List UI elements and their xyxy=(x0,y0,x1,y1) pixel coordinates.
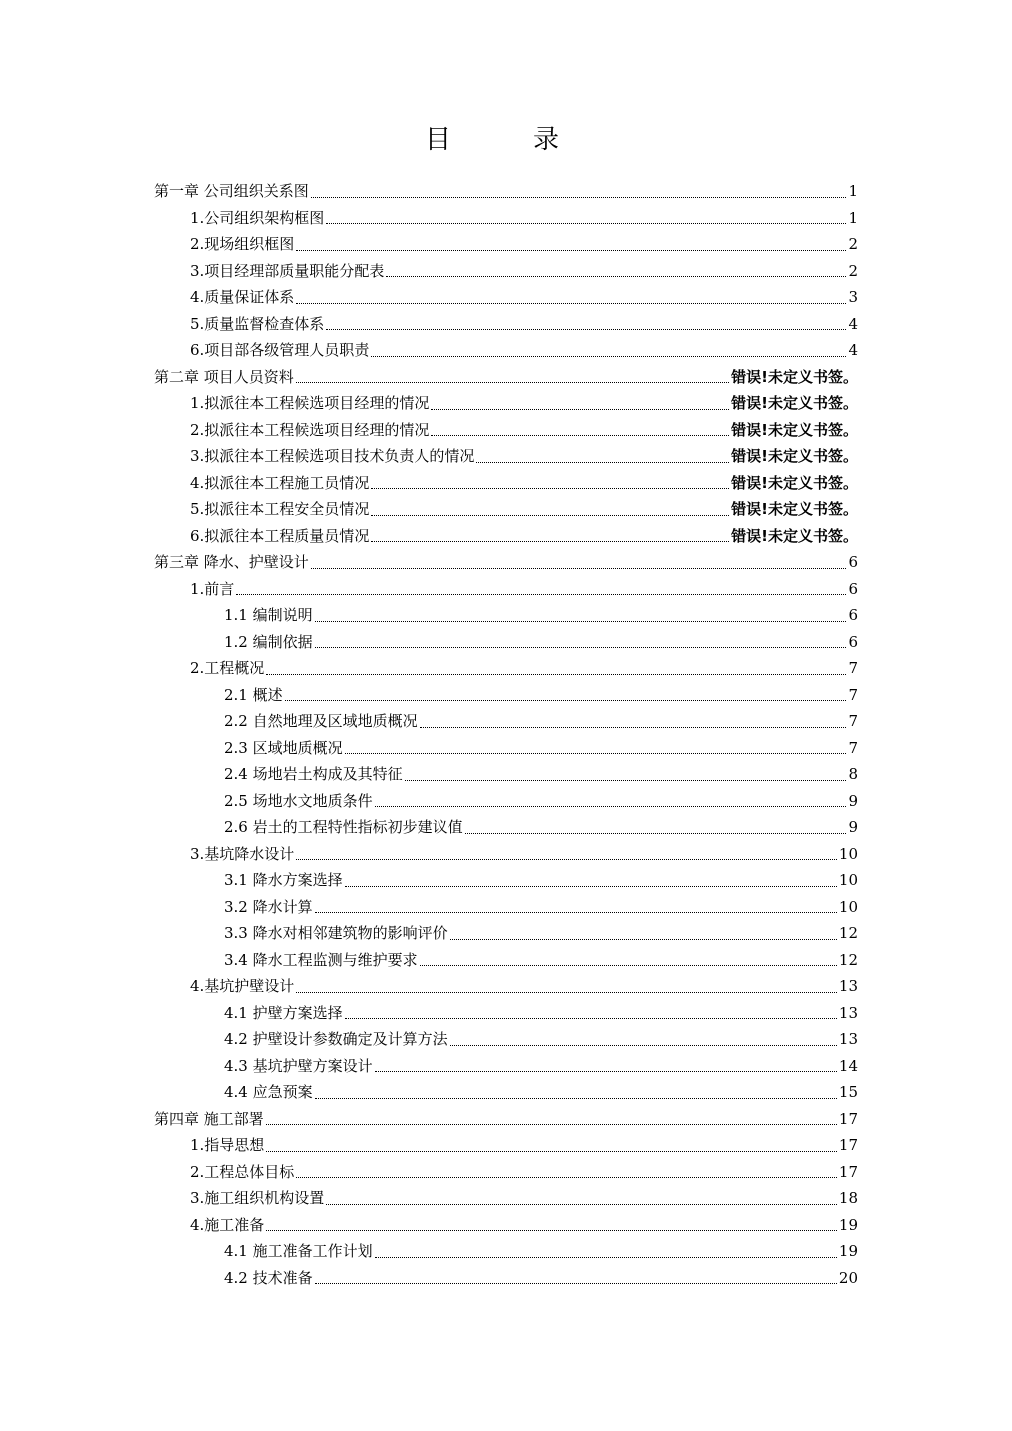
toc-entry-page-number: 6 xyxy=(848,553,858,571)
toc-entry-error-text: 错误!未定义书签。 xyxy=(731,500,858,518)
toc-entry[interactable] xyxy=(154,231,858,258)
toc-entry-page-number: 4 xyxy=(848,314,858,333)
toc-entry-page-number: 17 xyxy=(838,1136,858,1154)
toc-entry-label: 4.施工准备 xyxy=(190,1215,265,1234)
toc-entry[interactable] xyxy=(154,417,858,444)
toc-entry-label: 4.质量保证体系 xyxy=(190,288,295,306)
toc-leader-dots xyxy=(296,991,837,993)
toc-entry-label: 1.指导思想 xyxy=(190,1136,265,1154)
toc-leader-dots xyxy=(420,726,847,728)
toc-entry-page-number: 7 xyxy=(848,659,858,677)
toc-leader-dots xyxy=(375,1070,837,1072)
toc-entry-label: 2.拟派往本工程候选项目经理的情况 xyxy=(190,420,430,439)
toc-entry-page-number: 12 xyxy=(838,924,858,942)
toc-entry[interactable] xyxy=(154,814,858,841)
toc-entry-label: 4.1 施工准备工作计划 xyxy=(224,1242,373,1260)
toc-entry-error-text: 错误!未定义书签。 xyxy=(731,526,858,545)
toc-entry-label: 4.2 护壁设计参数确定及计算方法 xyxy=(224,1030,448,1048)
toc-entry-label: 6.拟派往本工程质量员情况 xyxy=(190,526,370,545)
toc-entry[interactable] xyxy=(154,761,858,788)
toc-entry-page-number: 2 xyxy=(848,261,858,280)
toc-entry-label: 1.公司组织架构框图 xyxy=(190,208,325,227)
toc-entry-label: 2.5 场地水文地质条件 xyxy=(224,791,373,810)
toc-entry-page-number: 9 xyxy=(848,818,858,836)
toc-leader-dots xyxy=(296,381,729,383)
toc-entry-label: 4.2 技术准备 xyxy=(224,1268,313,1287)
toc-entry-label: 3.基坑降水设计 xyxy=(190,844,295,863)
toc-entry-label: 2.工程概况 xyxy=(190,659,265,677)
toc-entry[interactable] xyxy=(154,841,858,868)
toc-entry[interactable] xyxy=(154,629,858,656)
toc-entry-label: 4.基坑护壁设计 xyxy=(190,977,295,995)
toc-entry-label: 1.1 编制说明 xyxy=(224,606,313,624)
toc-entry[interactable] xyxy=(154,258,858,285)
toc-leader-dots xyxy=(315,1097,837,1099)
toc-entry-page-number: 3 xyxy=(848,288,858,306)
toc-leader-dots xyxy=(296,1176,837,1178)
toc-entry[interactable] xyxy=(154,708,858,735)
toc-entry[interactable] xyxy=(154,1132,858,1159)
toc-leader-dots xyxy=(326,328,846,330)
toc-entry-page-number: 19 xyxy=(838,1242,858,1260)
toc-leader-dots xyxy=(405,779,847,781)
toc-entry-label: 4.拟派往本工程施工员情况 xyxy=(190,473,370,492)
toc-entry-label: 2.现场组织框图 xyxy=(190,235,295,253)
toc-leader-dots xyxy=(266,1123,837,1125)
toc-entry[interactable] xyxy=(154,655,858,682)
toc-entry[interactable] xyxy=(154,1026,858,1053)
toc-entry-label: 2.6 岩土的工程特性指标初步建议值 xyxy=(224,818,463,836)
toc-leader-dots xyxy=(266,1229,837,1231)
toc-leader-dots xyxy=(450,938,837,940)
toc-entry[interactable] xyxy=(154,1185,858,1212)
toc-entry-label: 2.工程总体目标 xyxy=(190,1162,295,1181)
toc-leader-dots xyxy=(375,805,847,807)
toc-leader-dots xyxy=(311,567,847,569)
toc-entry-page-number: 2 xyxy=(848,235,858,253)
toc-entry-page-number: 1 xyxy=(848,208,858,227)
toc-entry[interactable] xyxy=(154,973,858,1000)
toc-leader-dots xyxy=(311,196,847,198)
toc-entry-page-number: 18 xyxy=(838,1189,858,1207)
toc-entry-label: 5.质量监督检查体系 xyxy=(190,314,325,333)
toc-entry-page-number: 6 xyxy=(848,632,858,651)
toc-entry-label: 2.2 自然地理及区域地质概况 xyxy=(224,712,418,730)
toc-leader-dots xyxy=(345,1017,837,1019)
toc-entry-page-number: 7 xyxy=(848,712,858,730)
toc-leader-dots xyxy=(296,302,846,304)
toc-entry-label: 2.4 场地岩土构成及其特征 xyxy=(224,765,403,783)
toc-leader-dots xyxy=(266,1150,837,1152)
toc-entry-label: 3.施工组织机构设置 xyxy=(190,1189,325,1207)
toc-leader-dots xyxy=(285,699,847,701)
toc-entry-error-text: 错误!未定义书签。 xyxy=(731,447,858,465)
toc-entry-page-number: 14 xyxy=(838,1056,858,1075)
toc-entry-label: 4.1 护壁方案选择 xyxy=(224,1003,343,1022)
table-of-contents xyxy=(154,178,858,1291)
toc-entry-error-text: 错误!未定义书签。 xyxy=(731,367,858,386)
toc-entry[interactable] xyxy=(154,1053,858,1080)
toc-entry[interactable] xyxy=(154,364,858,391)
toc-entry[interactable] xyxy=(154,735,858,762)
toc-entry-label: 第四章 施工部署 xyxy=(154,1109,264,1128)
toc-leader-dots xyxy=(266,673,846,675)
toc-leader-dots xyxy=(375,1256,837,1258)
toc-entry-page-number: 17 xyxy=(838,1162,858,1181)
toc-entry-label: 1.前言 xyxy=(190,579,235,598)
toc-leader-dots xyxy=(450,1044,837,1046)
toc-entry[interactable] xyxy=(154,1079,858,1106)
toc-entry-page-number: 8 xyxy=(848,765,858,783)
toc-entry[interactable] xyxy=(154,337,858,364)
toc-entry-page-number: 4 xyxy=(848,341,858,359)
toc-entry-label: 3.1 降水方案选择 xyxy=(224,871,343,889)
toc-entry[interactable] xyxy=(154,1212,858,1239)
toc-leader-dots xyxy=(345,885,837,887)
toc-entry[interactable] xyxy=(154,576,858,603)
toc-entry-page-number: 13 xyxy=(838,1003,858,1022)
toc-entry-page-number: 7 xyxy=(848,738,858,757)
toc-entry-label: 3.项目经理部质量职能分配表 xyxy=(190,261,385,280)
toc-entry-label: 5.拟派往本工程安全员情况 xyxy=(190,500,370,518)
toc-leader-dots xyxy=(296,858,837,860)
toc-entry-label: 第一章 公司组织关系图 xyxy=(154,182,309,200)
toc-entry-page-number: 10 xyxy=(838,871,858,889)
toc-entry[interactable] xyxy=(154,284,858,311)
toc-entry-page-number: 6 xyxy=(848,606,858,624)
toc-entry-page-number: 20 xyxy=(838,1268,858,1287)
toc-leader-dots xyxy=(431,408,729,410)
toc-entry-page-number: 10 xyxy=(838,844,858,863)
toc-entry-label: 4.4 应急预案 xyxy=(224,1083,313,1101)
toc-entry-label: 第二章 项目人员资料 xyxy=(154,367,294,386)
toc-leader-dots xyxy=(296,249,846,251)
document-title: 目 录 xyxy=(424,125,587,155)
toc-entry[interactable] xyxy=(154,1159,858,1186)
toc-entry[interactable] xyxy=(154,443,858,470)
toc-entry-label: 6.项目部各级管理人员职责 xyxy=(190,341,370,359)
toc-entry-label: 2.1 概述 xyxy=(224,685,283,704)
toc-entry-page-number: 7 xyxy=(848,685,858,704)
toc-entry-error-text: 错误!未定义书签。 xyxy=(731,473,858,492)
toc-entry[interactable] xyxy=(154,1106,858,1133)
toc-entry-page-number: 13 xyxy=(838,977,858,995)
toc-entry[interactable] xyxy=(154,205,858,232)
toc-entry-label: 1.2 编制依据 xyxy=(224,632,313,651)
toc-entry-label: 3.4 降水工程监测与维护要求 xyxy=(224,950,418,969)
toc-entry-error-text: 错误!未定义书签。 xyxy=(731,420,858,439)
toc-leader-dots xyxy=(345,752,847,754)
toc-leader-dots xyxy=(465,832,847,834)
toc-leader-dots xyxy=(476,461,729,463)
toc-entry[interactable] xyxy=(154,390,858,417)
toc-entry-page-number: 1 xyxy=(848,182,858,200)
toc-entry-label: 第三章 降水、护壁设计 xyxy=(154,553,309,571)
toc-entry-label: 2.3 区域地质概况 xyxy=(224,738,343,757)
toc-entry-page-number: 9 xyxy=(848,791,858,810)
toc-entry[interactable] xyxy=(154,867,858,894)
toc-entry-label: 3.拟派往本工程候选项目技术负责人的情况 xyxy=(190,447,475,465)
toc-entry-page-number: 13 xyxy=(838,1030,858,1048)
toc-entry[interactable] xyxy=(154,1000,858,1027)
toc-leader-dots xyxy=(371,514,729,516)
toc-leader-dots xyxy=(386,275,846,277)
toc-entry-page-number: 19 xyxy=(838,1215,858,1234)
toc-entry[interactable] xyxy=(154,523,858,550)
toc-entry[interactable] xyxy=(154,178,858,205)
toc-leader-dots xyxy=(236,593,846,595)
toc-leader-dots xyxy=(315,1282,837,1284)
toc-leader-dots xyxy=(326,222,846,224)
toc-leader-dots xyxy=(315,620,847,622)
toc-leader-dots xyxy=(420,964,837,966)
toc-entry[interactable] xyxy=(154,311,858,338)
toc-entry[interactable] xyxy=(154,1238,858,1265)
toc-entry[interactable] xyxy=(154,947,858,974)
toc-leader-dots xyxy=(431,434,729,436)
toc-entry-error-text: 错误!未定义书签。 xyxy=(731,394,858,412)
toc-leader-dots xyxy=(371,540,729,542)
toc-entry-label: 4.3 基坑护壁方案设计 xyxy=(224,1056,373,1075)
toc-entry-label: 1.拟派往本工程候选项目经理的情况 xyxy=(190,394,430,412)
toc-entry[interactable] xyxy=(154,682,858,709)
toc-entry[interactable] xyxy=(154,1265,858,1292)
toc-entry[interactable] xyxy=(154,602,858,629)
toc-entry-label: 3.2 降水计算 xyxy=(224,897,313,916)
toc-leader-dots xyxy=(315,646,847,648)
toc-entry[interactable] xyxy=(154,470,858,497)
toc-leader-dots xyxy=(315,911,837,913)
toc-leader-dots xyxy=(326,1203,837,1205)
toc-leader-dots xyxy=(371,355,846,357)
toc-entry[interactable] xyxy=(154,788,858,815)
toc-entry[interactable] xyxy=(154,920,858,947)
toc-entry[interactable] xyxy=(154,549,858,576)
toc-entry-page-number: 12 xyxy=(838,950,858,969)
toc-leader-dots xyxy=(371,487,729,489)
toc-entry[interactable] xyxy=(154,496,858,523)
toc-entry-label: 3.3 降水对相邻建筑物的影响评价 xyxy=(224,924,448,942)
toc-entry[interactable] xyxy=(154,894,858,921)
toc-entry-page-number: 6 xyxy=(848,579,858,598)
toc-entry-page-number: 17 xyxy=(838,1109,858,1128)
toc-entry-page-number: 15 xyxy=(838,1083,858,1101)
toc-entry-page-number: 10 xyxy=(838,897,858,916)
